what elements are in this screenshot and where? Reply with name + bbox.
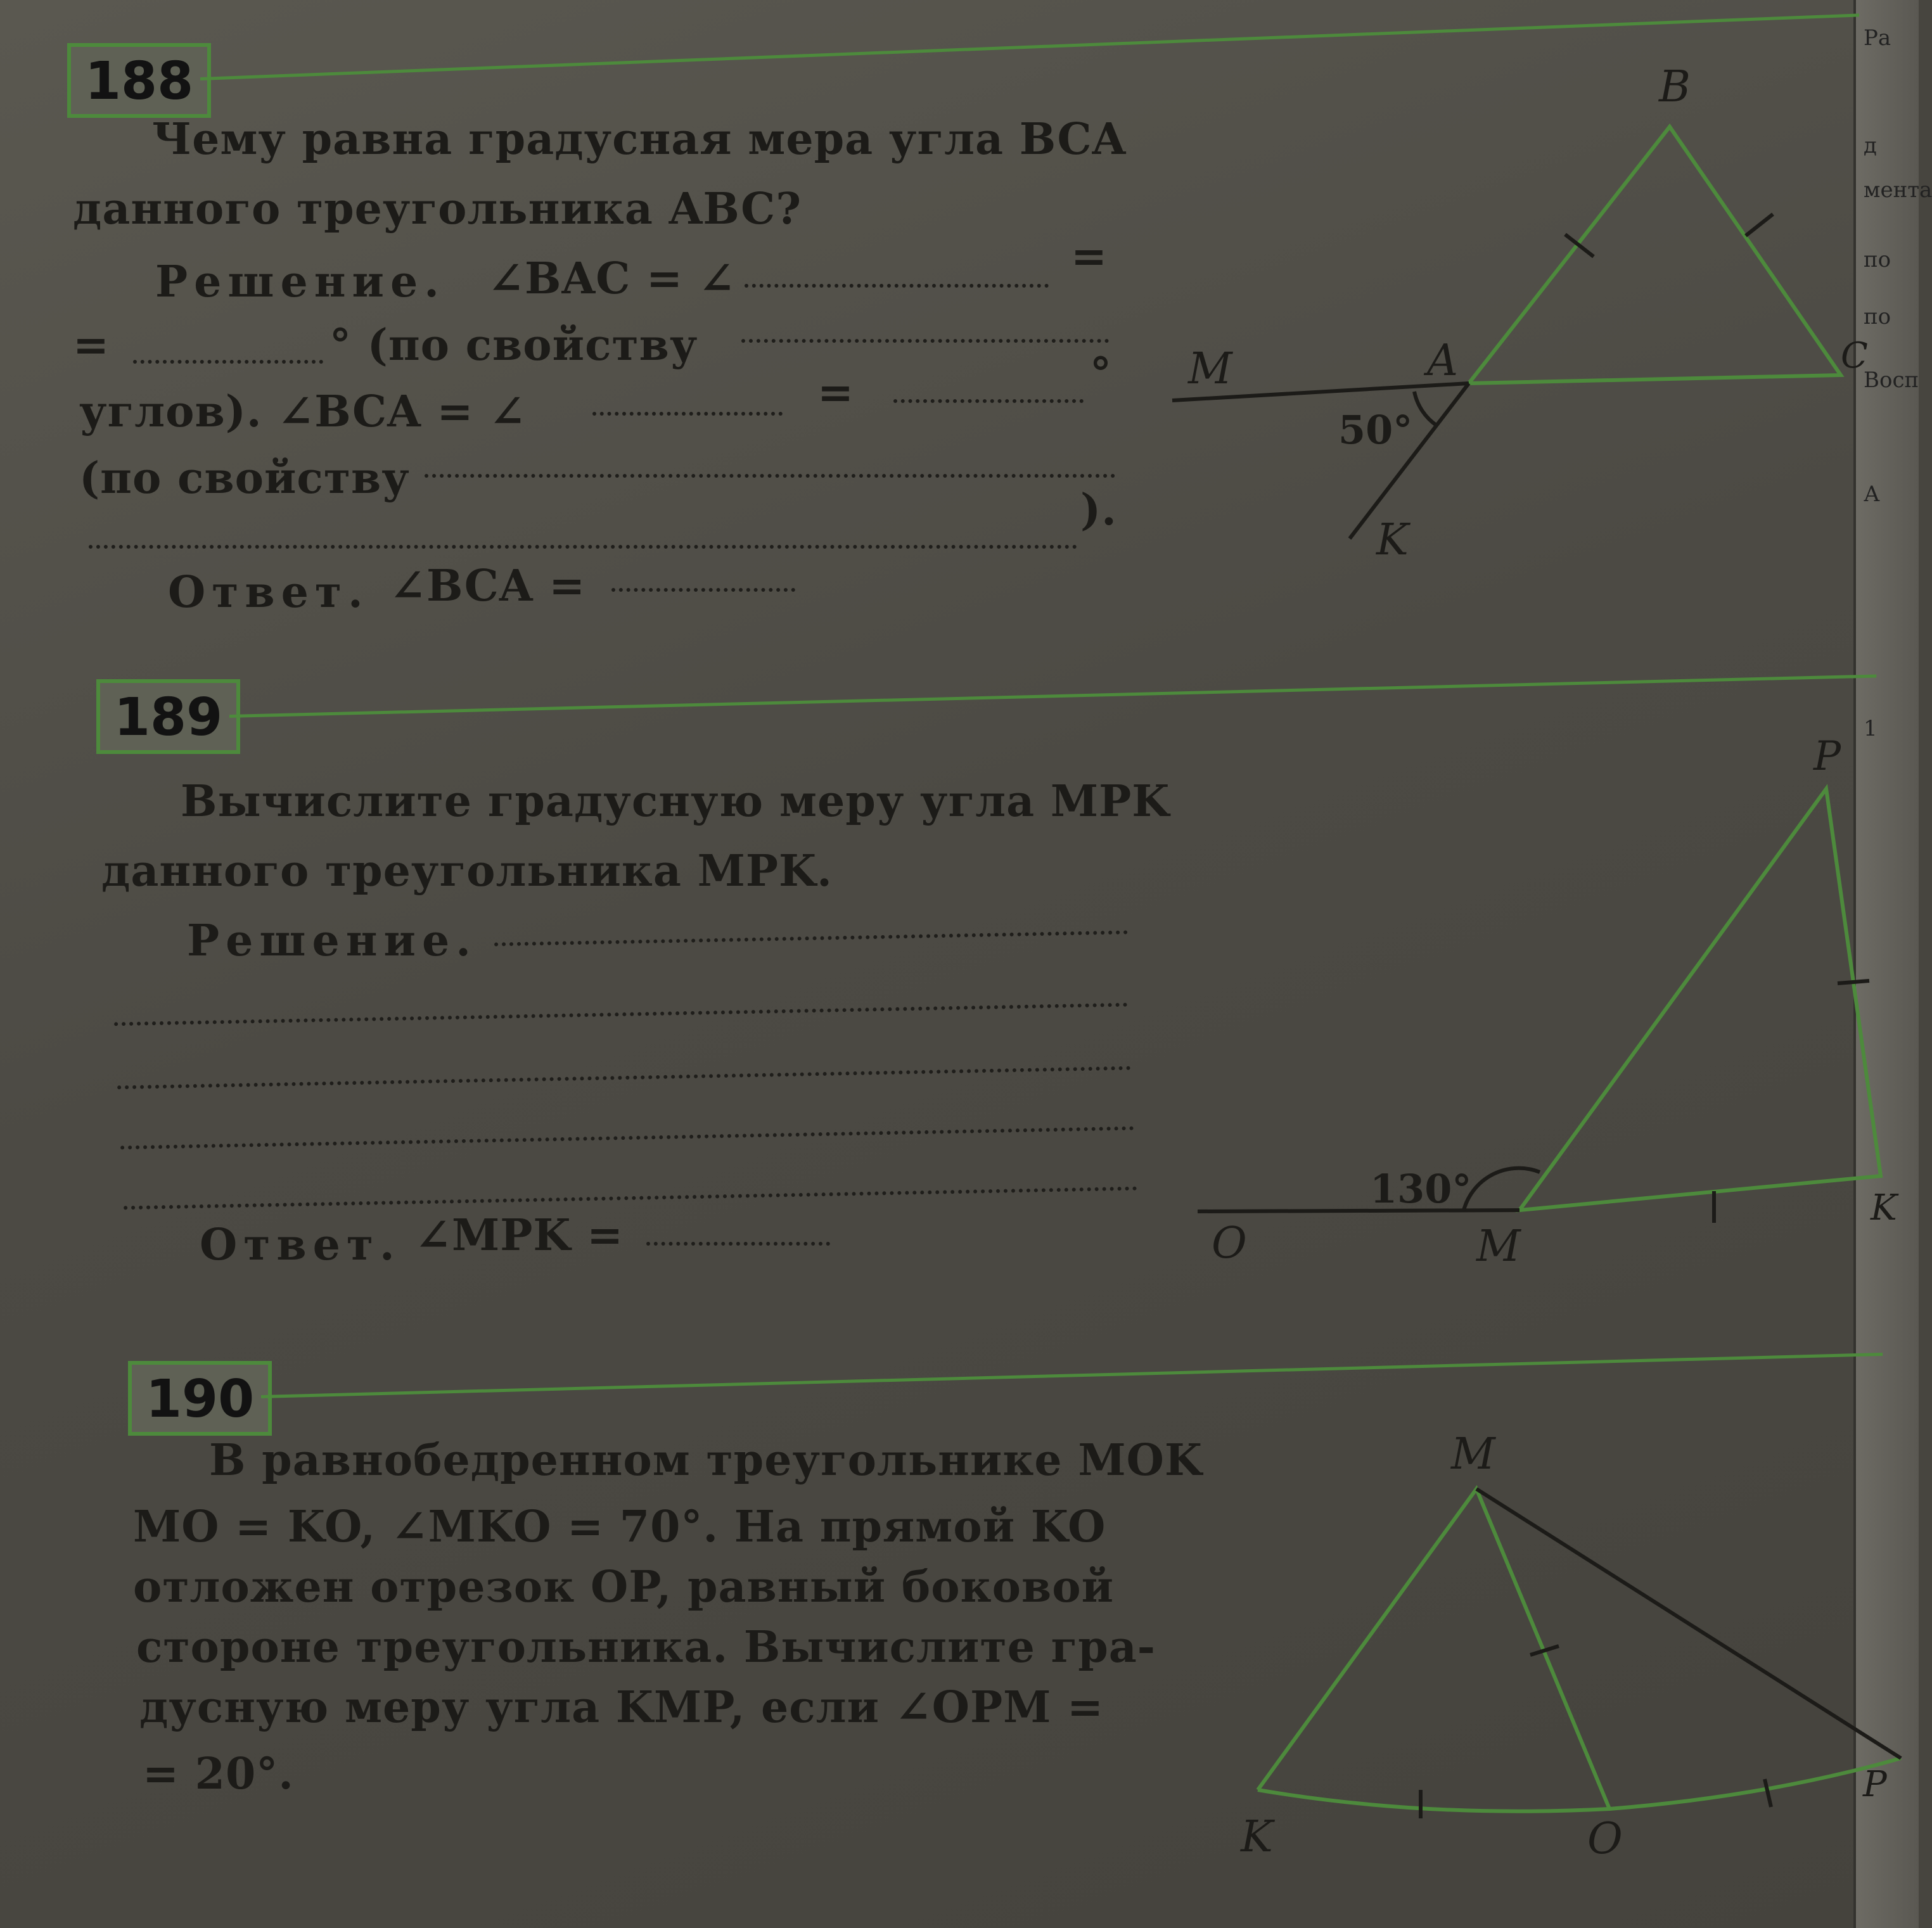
equals-sign: = [73,320,110,371]
closing-paren: ). [1080,485,1117,535]
answer-label: Ответ. [200,1220,401,1270]
angle-arc-130 [1464,1168,1540,1210]
triangle-abc [1469,127,1841,383]
edge-fragment: по [1864,304,1891,329]
solution-label: Решение. [155,257,445,307]
answer-label: Ответ. [168,567,369,618]
tick-mark [1746,214,1773,236]
point-label-p: P [1814,733,1841,780]
point-label-m: M [1451,1429,1495,1479]
edge-fragment: Ра [1864,25,1891,51]
problem-number-189: 189 [96,679,240,754]
problem-190-text-line: = 20°. [143,1749,294,1799]
answer-expression: ∠BCA = [390,561,586,611]
problem-190-text-line: MO = KO, ∠MKO = 70°. На прямой KO [133,1502,1106,1552]
problem-188-question-line-1: Чему равна градусная мера угла BCA [152,114,1127,165]
problem-190-text-line: отложен отрезок OP, равный боковой [133,1562,1115,1612]
problem-190-text-line: В равнобедренном треугольнике MOK [209,1435,1203,1486]
solution-line: (по свойству [79,453,410,504]
problem-190-text-line: стороне треугольника. Вычислите гра- [136,1622,1156,1673]
point-label-p: P [1863,1764,1887,1805]
point-label-m: M [1188,344,1232,394]
edge-fragment: 1 [1864,716,1878,741]
edge-fragment: А [1864,482,1880,507]
equals-sign: = [1071,231,1108,282]
angle-label: 50° [1338,407,1413,453]
segment-mp [1476,1489,1901,1758]
point-label-a: A [1427,336,1459,386]
figure-188 [1172,127,1841,539]
angle-arc-50 [1414,392,1437,426]
problem-189-question-line-1: Вычислите градусную меру угла MPK [181,776,1170,827]
figure-189 [1198,789,1881,1223]
edge-fragment: мента [1864,177,1932,203]
point-label-b: B [1659,62,1691,112]
problem-number-190: 190 [128,1361,272,1436]
edge-fragment: по [1864,247,1891,272]
tick-mark [1838,981,1869,983]
problem-189-question-line-2: данного треугольника MPK. [101,846,833,897]
line-kp [1258,1758,1901,1811]
degree-sign: ° [1090,348,1112,399]
solution-line: ∠BAC = ∠ [488,253,736,304]
solution-line: углов). ∠BCA = ∠ [79,386,527,437]
tick-mark [1765,1779,1771,1807]
point-label-o: O [1587,1814,1623,1864]
solution-line: ° (по свойству [329,320,698,371]
edge-fragment: д [1864,133,1877,158]
point-label-k: K [1241,1812,1273,1862]
point-label-k: K [1376,515,1409,565]
point-label-o: O [1212,1218,1247,1268]
angle-label: 130° [1370,1166,1472,1212]
figure-190 [1258,1489,1901,1818]
solution-label: Решение. [187,916,477,966]
equals-sign: = [817,367,854,418]
point-label-k: K [1871,1187,1897,1229]
point-label-m: M [1476,1222,1521,1272]
triangle-mok-sides [1258,1489,1609,1809]
triangle-mpk [1519,789,1881,1210]
edge-fragment: Восп [1864,367,1919,393]
problem-190-text-line: дусную меру угла KMP, если ∠OPM = [139,1682,1104,1733]
answer-expression: ∠MPK = [415,1210,624,1261]
point-label-c: C [1841,335,1868,376]
problem-188-question-line-2: данного треугольника ABC? [73,184,802,234]
problem-number-188: 188 [67,43,211,118]
